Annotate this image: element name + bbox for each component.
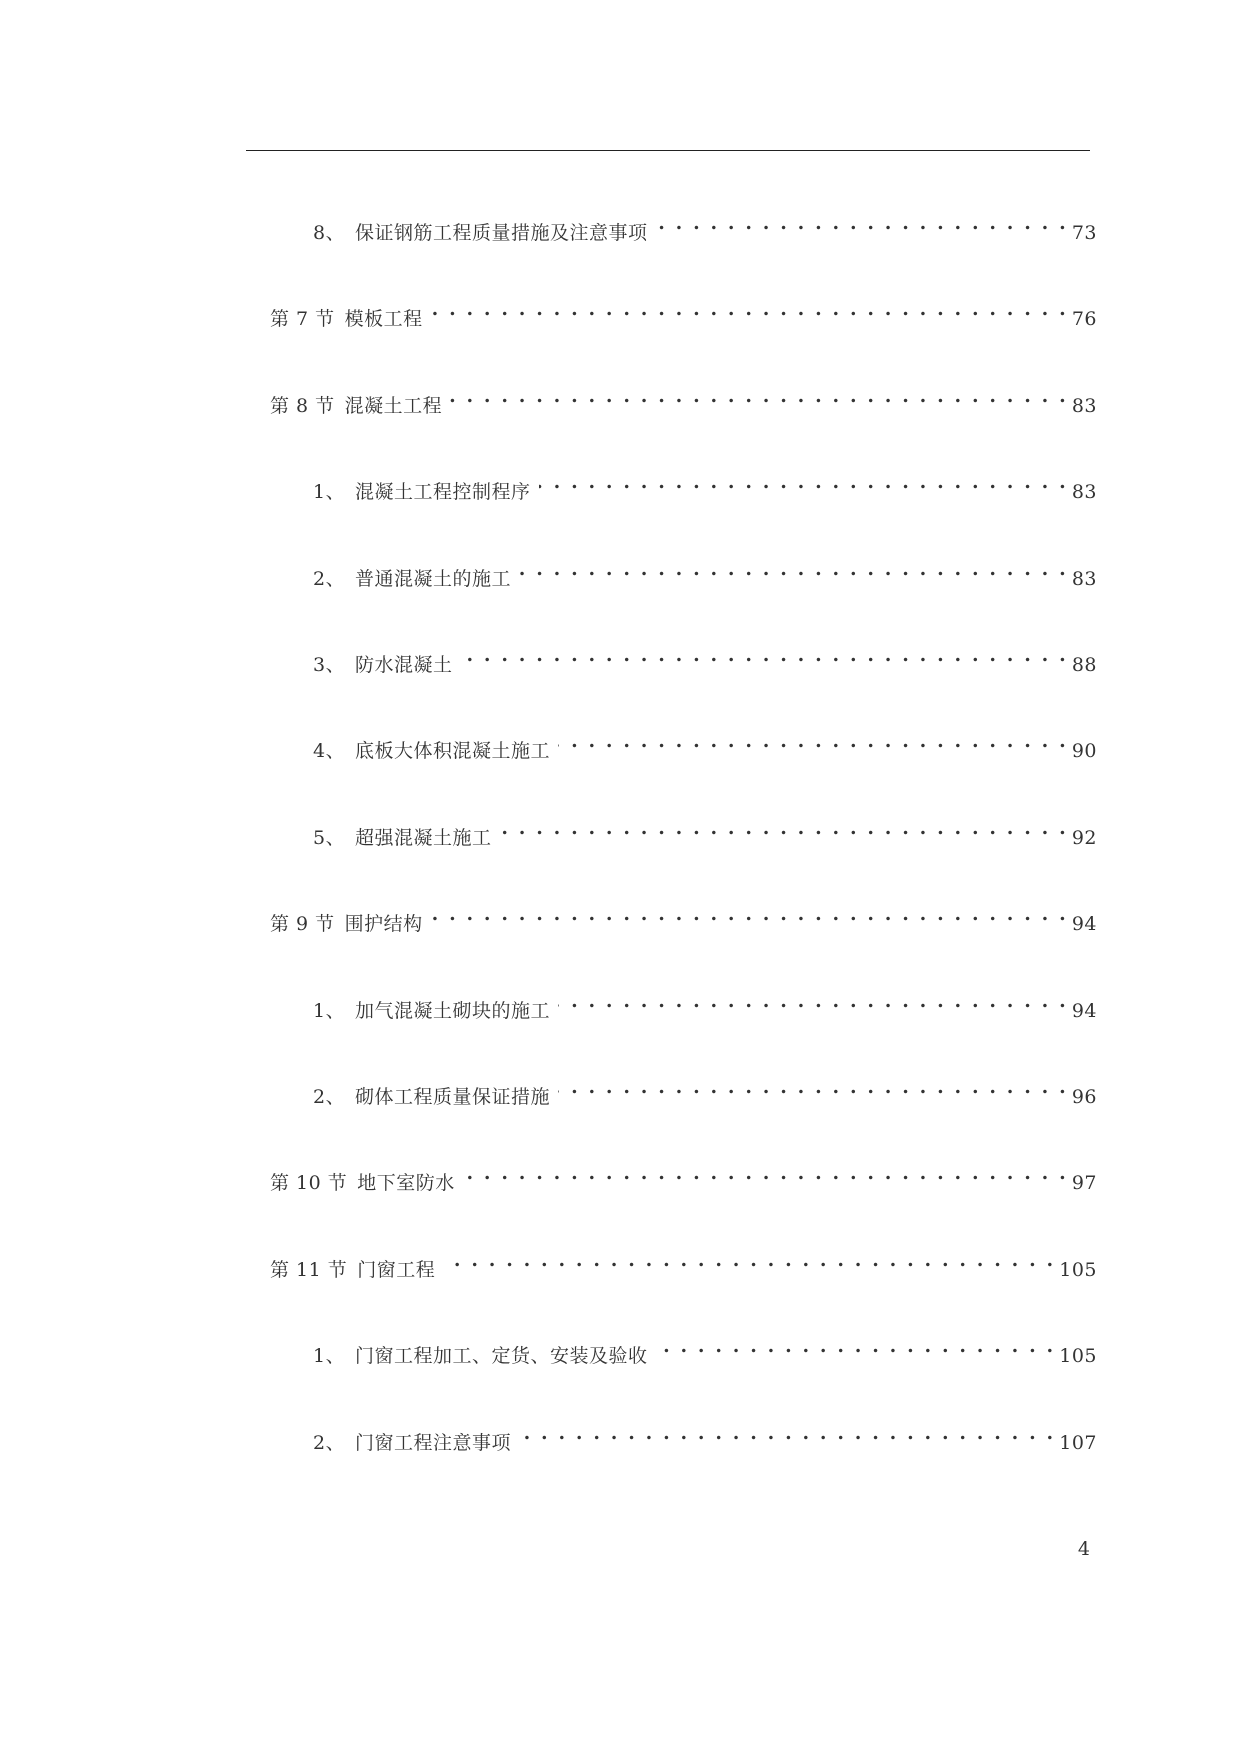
dot-leader <box>558 1071 1068 1103</box>
dot-leader <box>450 380 1068 412</box>
toc-entry[interactable] <box>313 1417 1097 1454</box>
toc-entry-title: 模板工程 <box>344 308 423 331</box>
toc-entry-number: 8、 <box>313 222 346 244</box>
toc-entry-title: 防水混凝土 <box>355 654 453 676</box>
dot-leader <box>656 1330 1056 1362</box>
toc-entry-number: 5、 <box>313 826 346 849</box>
toc-entry-title: 砌体工程质量保证措施 <box>355 1086 551 1108</box>
dot-leader <box>519 1417 1055 1449</box>
toc-entry-page: 83 <box>1071 481 1097 504</box>
toc-entry[interactable] <box>270 380 1097 417</box>
toc-entry[interactable] <box>313 466 1097 504</box>
dot-leader <box>431 293 1068 325</box>
toc-entry-page: 96 <box>1071 1086 1097 1108</box>
toc-entry-title: 底板大体积混凝土施工 <box>355 740 551 763</box>
dot-leader <box>539 466 1068 498</box>
toc-entry-page: 73 <box>1071 222 1097 244</box>
toc-entry-page: 94 <box>1071 913 1097 936</box>
toc-entry-title: 保证钢筋工程质量措施及注意事项 <box>355 222 648 244</box>
toc-entry-page: 88 <box>1071 654 1097 676</box>
toc-entry[interactable] <box>270 293 1097 331</box>
toc-entry[interactable] <box>313 1330 1097 1368</box>
toc-entry-number: 1、 <box>313 481 346 504</box>
toc-entry-title: 门窗工程 <box>357 1258 436 1281</box>
toc-entry-number: 3、 <box>313 654 346 676</box>
toc-entry-page: 90 <box>1071 740 1097 763</box>
toc-entry-page: 97 <box>1071 1172 1097 1195</box>
toc-entry[interactable] <box>270 1157 1097 1195</box>
dot-leader <box>558 985 1068 1017</box>
toc-entry-title: 围护结构 <box>344 913 423 936</box>
toc-entry-title: 超强混凝土施工 <box>355 826 492 849</box>
toc-entry-number: 第 10 节 <box>270 1172 348 1195</box>
dot-leader <box>463 1157 1068 1189</box>
toc-entry-number: 第 9 节 <box>270 913 335 936</box>
toc-entry-title: 地下室防水 <box>357 1172 455 1195</box>
toc-entry-number: 1、 <box>313 1345 346 1368</box>
toc-entry-page: 105 <box>1059 1258 1097 1281</box>
toc-entry-number: 2、 <box>313 567 346 590</box>
toc-entry-page: 92 <box>1071 826 1097 849</box>
toc-entry-page: 83 <box>1071 567 1097 590</box>
dot-leader <box>519 553 1068 585</box>
toc-entry[interactable] <box>313 725 1097 763</box>
toc-entry-number: 2、 <box>313 1431 346 1454</box>
toc-entry-number: 第 7 节 <box>270 308 335 331</box>
dot-leader <box>431 898 1068 930</box>
toc-entry-number: 第 11 节 <box>270 1258 348 1281</box>
toc-entry[interactable] <box>313 207 1097 244</box>
toc-entry[interactable] <box>313 812 1097 849</box>
toc-entry-title: 混凝土工程控制程序 <box>355 481 531 504</box>
toc-entry-number: 第 8 节 <box>270 394 335 417</box>
toc-entry[interactable] <box>313 553 1097 590</box>
dot-leader <box>500 812 1068 844</box>
toc-entry-title: 混凝土工程 <box>344 394 443 417</box>
toc-entry[interactable] <box>313 985 1097 1022</box>
dot-leader <box>558 725 1068 757</box>
toc-entry-title: 加气混凝土砌块的施工 <box>355 999 551 1022</box>
toc-entry-number: 4、 <box>313 740 346 763</box>
dot-leader <box>656 207 1068 239</box>
toc-entry-page: 105 <box>1059 1345 1097 1368</box>
toc-entry-number: 1、 <box>313 999 346 1022</box>
toc-entry[interactable] <box>313 1071 1097 1108</box>
toc-entry-page: 107 <box>1059 1431 1097 1454</box>
dot-leader <box>443 1244 1055 1276</box>
toc-entry-page: 76 <box>1071 308 1097 331</box>
toc-entry-title: 普通混凝土的施工 <box>355 567 512 590</box>
toc-entry[interactable] <box>270 898 1097 936</box>
toc-entry-page: 94 <box>1071 999 1097 1022</box>
toc-entry-title: 门窗工程加工、定货、安装及验收 <box>355 1345 648 1368</box>
toc-entry-page: 83 <box>1071 394 1097 417</box>
dot-leader <box>461 639 1068 671</box>
toc-entry-number: 2、 <box>313 1086 346 1108</box>
toc-entry[interactable] <box>313 639 1097 676</box>
toc-entry[interactable] <box>270 1244 1097 1281</box>
page-number: 4 <box>1077 1538 1090 1560</box>
toc-entry-title: 门窗工程注意事项 <box>355 1431 512 1454</box>
